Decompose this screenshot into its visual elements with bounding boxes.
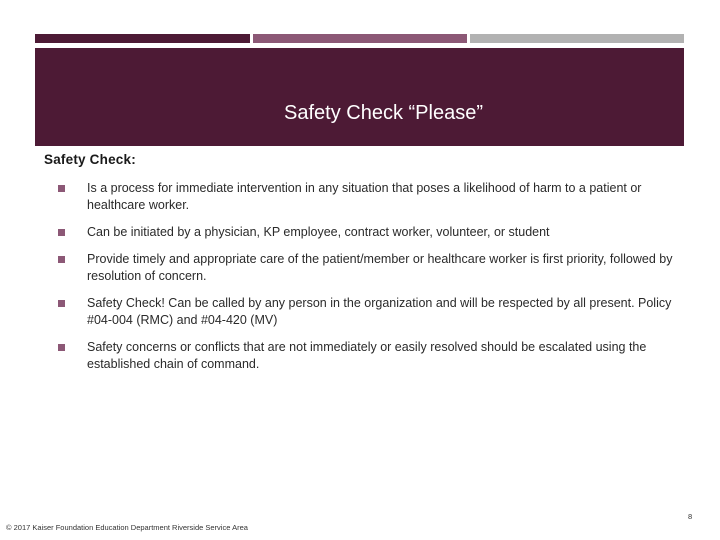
section-heading: Safety Check: bbox=[44, 152, 136, 167]
top-accent-bar-mauve bbox=[253, 34, 467, 43]
square-bullet-icon bbox=[58, 185, 65, 192]
top-accent-bar-dark bbox=[35, 34, 250, 43]
page-number: 8 bbox=[688, 512, 693, 521]
bullet-text: Can be initiated by a physician, KP employee, contract worker, volunteer, or student bbox=[87, 225, 550, 239]
top-accent-bar-gray bbox=[470, 34, 684, 43]
title-band bbox=[35, 48, 684, 146]
bullet-item bbox=[58, 180, 678, 214]
bullet-text: Provide timely and appropriate care of the patient/member or healthcare worker is first priority, followed by resolution of concern. bbox=[87, 252, 673, 283]
square-bullet-icon bbox=[58, 300, 65, 307]
bullet-item bbox=[58, 224, 678, 241]
bullet-text: Is a process for immediate intervention in any situation that poses a likelihood of harm to a patient or healthcare worker. bbox=[87, 181, 642, 212]
bullet-text: Safety concerns or conflicts that are not immediately or easily resolved should be escalated using the established chain of command. bbox=[87, 340, 647, 371]
footer-copyright: © 2017 Kaiser Foundation Education Department Riverside Service Area bbox=[6, 523, 248, 532]
bullet-item bbox=[58, 295, 678, 329]
bullet-text: Safety Check! Can be called by any person in the organization and will be respected by all present. Policy #04-004 (RMC) and #04-420 (MV) bbox=[87, 296, 672, 327]
slide-title: Safety Check “Please” bbox=[284, 102, 483, 124]
bullet-list bbox=[58, 180, 678, 383]
square-bullet-icon bbox=[58, 256, 65, 263]
square-bullet-icon bbox=[58, 344, 65, 351]
square-bullet-icon bbox=[58, 229, 65, 236]
bullet-item bbox=[58, 339, 678, 373]
bullet-item bbox=[58, 251, 678, 285]
